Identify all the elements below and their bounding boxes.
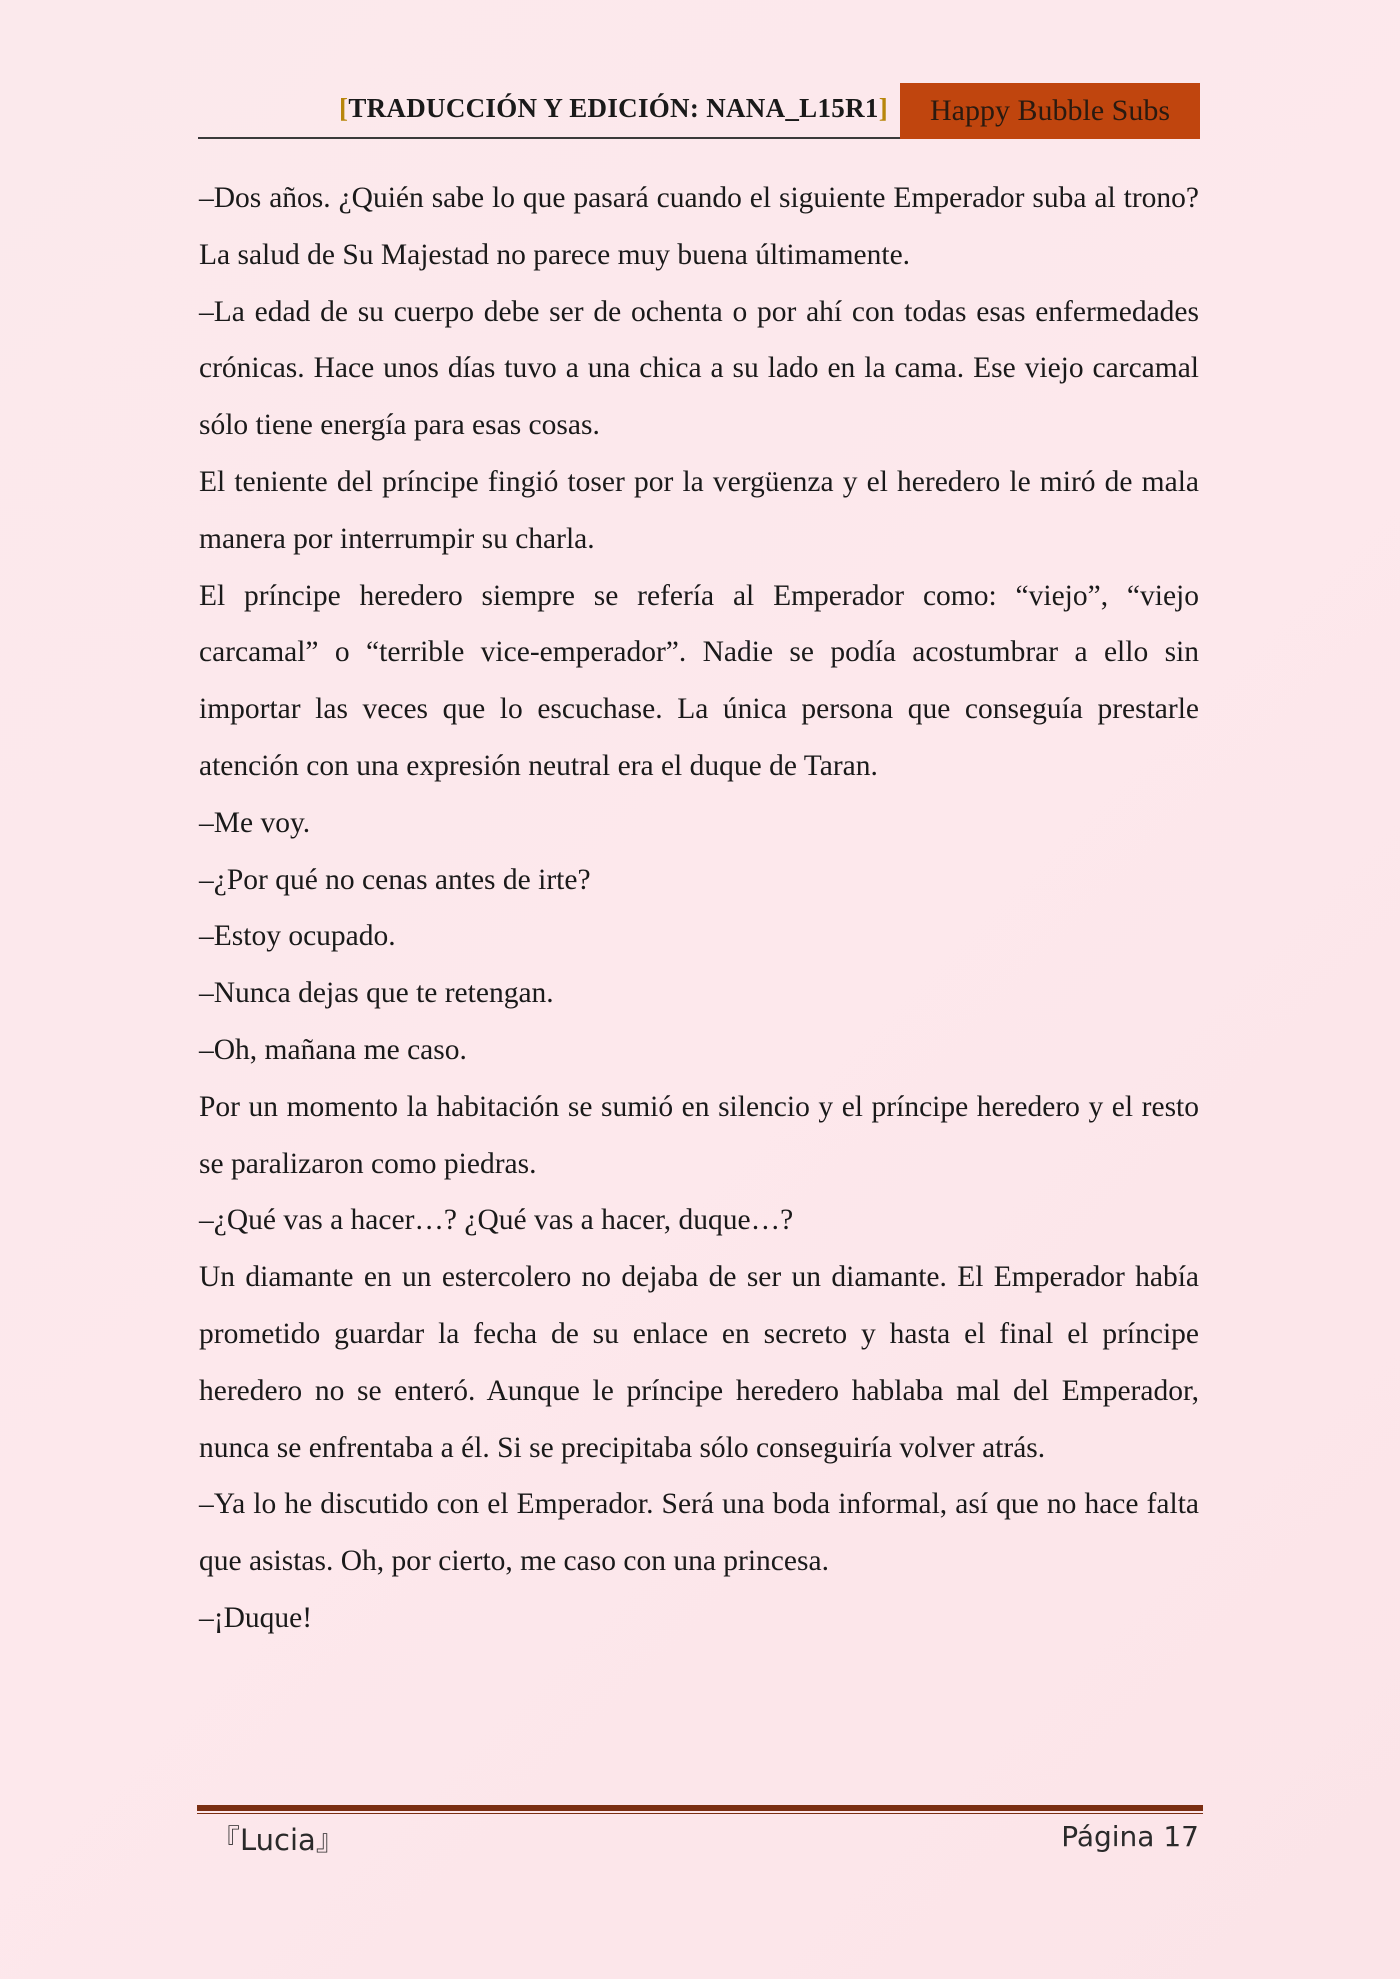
paragraph: –¿Qué vas a hacer…? ¿Qué vas a hacer, duque…? — [199, 1204, 794, 1237]
paragraph: –Nunca dejas que te retengan. — [199, 977, 554, 1010]
paragraph: Por un momento la habitación se sumió en silencio y el príncipe heredero y el resto se paralizaron como piedras. — [199, 1090, 1199, 1180]
page-header — [198, 83, 1200, 139]
header-title-text: TRADUCCIÓN Y EDICIÓN: NANA_L15R1 — [348, 93, 879, 123]
header-bracket-close: ] — [878, 93, 888, 123]
page-body — [199, 170, 1199, 1647]
paragraph: –Dos años. ¿Quién sabe lo que pasará cuando el siguiente Emperador suba al trono? La salud de Su Majestad no parece muy buena últimamente. — [199, 182, 1199, 271]
header-rule — [198, 137, 900, 139]
paragraph: Un diamante en un estercolero no dejaba de ser un diamante. El Emperador había prometido guardar la fecha de su enlace en secreto y hasta el final el príncipe heredero no se enteró. Aunque le príncipe heredero hablaba mal del Emperador, nunca se enfrentaba a él. Si se precipitaba sólo conseguiría volver atrás. — [199, 1261, 1199, 1464]
header-title — [339, 93, 888, 124]
paragraph: –¿Por qué no cenas antes de irte? — [199, 863, 591, 896]
paragraph: El teniente del príncipe fingió toser por la vergüenza y el heredero le miró de mala manera por interrumpir su charla. — [199, 465, 1199, 555]
paragraph: –Ya lo he discutido con el Emperador. Será una boda informal, así que no hace falta que asistas. Oh, por cierto, me caso con una princesa. — [199, 1488, 1199, 1578]
footer-rule-thin — [197, 1813, 1203, 1814]
header-badge: Happy Bubble Subs — [900, 83, 1200, 139]
paragraph: –Oh, mañana me caso. — [199, 1033, 467, 1066]
paragraph: El príncipe heredero siempre se refería al Emperador como: “viejo”, “viejo carcamal” o “terrible vice-emperador”. Nadie se podía acostumbrar a ello sin importar las veces que lo escuchase. La única persona que conseguía prestarle atención con una expresión neutral era el duque de Taran. — [199, 579, 1199, 782]
paragraph: –¡Duque! — [199, 1601, 313, 1634]
header-bracket-open: [ — [339, 93, 349, 123]
paragraph: –Me voy. — [199, 806, 311, 839]
paragraph: –Estoy ocupado. — [199, 920, 396, 953]
footer-page-number: Página 17 — [1061, 1820, 1199, 1853]
paragraph: –La edad de su cuerpo debe ser de ochenta o por ahí con todas esas enfermedades crónicas. Hace unos días tuvo a una chica a su lado en la cama. Ese viejo carcamal sólo tiene energía para esas cosas. — [199, 295, 1199, 442]
footer-rule — [197, 1805, 1203, 1811]
footer-book-title: 『Lucia』 — [211, 1823, 345, 1857]
